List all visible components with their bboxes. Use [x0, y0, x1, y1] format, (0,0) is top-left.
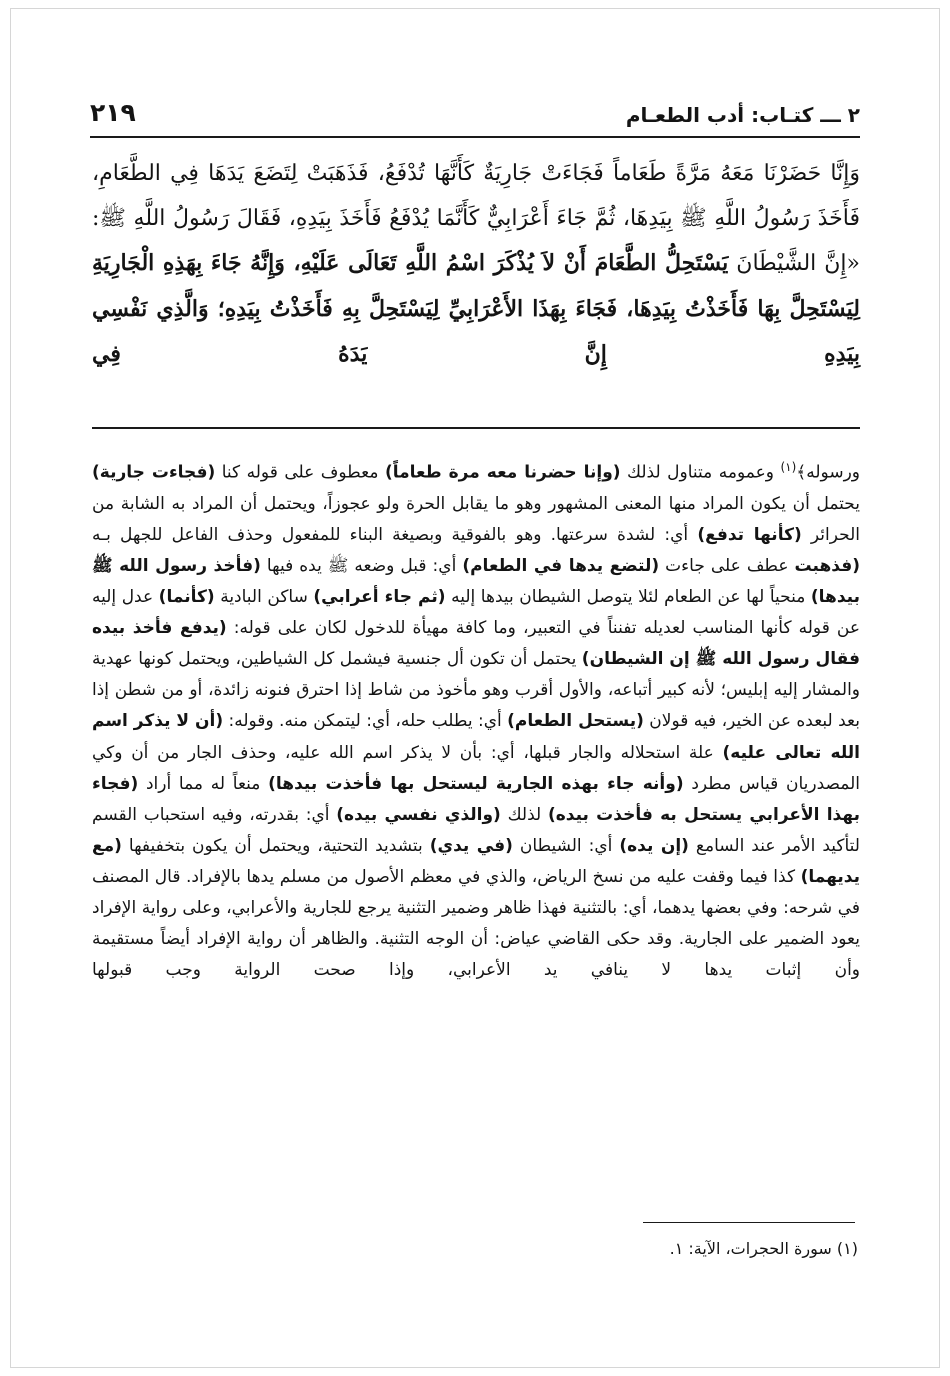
footnote: (١) سورة الحجرات، الآية: ١. — [669, 1239, 858, 1258]
hadith-text-normal: وَإِنَّا حَضَرْنَا مَعَهُ مَرَّةً طَعَاماً فَجَاءَتْ جَارِيَةٌ كَأَنَّهَا تُدْفَعُ، فَذَهَبَتْ لِتَضَعَ يَدَهَا فِي الطَّعَامِ، فَأَخَذَ رَسُولُ اللَّهِ ﷺ بِيَدِهَا، ثُمَّ جَاءَ أَعْرَابِيٌّ كَأَنَّمَا يُدْفَعُ فَأَخَذَ بِيَدِهِ، فَقَالَ رَسُولُ اللَّهِ ﷺ: «إِنَّ الشَّيْطَانَ — [92, 161, 860, 276]
commentary-text — [92, 452, 860, 986]
commentary-run: أي: لشدة سرعتها. وهو بالفوقية وبصيغة البناء للمفعول وحذف الفاعل للجهل بـه — [92, 524, 698, 545]
commentary-quote: (وأنه جاء بهذه الجارية ليستحل بها فأخذت بيدها) — [268, 773, 684, 794]
commentary-run: يحتمل أن تكون أل جنسية فيشمل كل الشياطين، ويحتمل كونها عهدية والمشار إليه إبليس؛ لأنه كبير أتباعه، والأول أقرب وهو مأخوذ من شاط إذا احترق فنونه زائدة، أو من شطن إذا بعد لبعده عن الخير، فيه قولان — [92, 649, 860, 732]
commentary-run: عطف على جاءت — [659, 555, 795, 576]
commentary-run: وعمومه متناول لذلك — [620, 462, 781, 483]
commentary-run: أي: الشيطان — [512, 835, 620, 856]
commentary-run: لذلك — [500, 804, 548, 825]
page-header — [90, 96, 860, 138]
commentary-quote: (فذهبت — [794, 555, 860, 576]
hadith-text — [92, 152, 860, 378]
commentary-quote: (أن لا يذكر اسم الله تعالى عليه) — [92, 711, 860, 763]
commentary-quote: (إن يده) — [619, 835, 689, 856]
commentary-run: عدل إليه عن قوله كأنها المناسب لعديله تفنناً في التعبير، وما كافة مهيأة للدخول لكان على قوله: — [92, 587, 860, 639]
commentary-run: يحتمل أن يكون المراد منها المعنى المشهور وهو ما يقابل الحرة ولو عجوزاً، ويحتمل أن المراد به الشابة من الحرائر — [92, 493, 860, 545]
commentary-quote: (لتضع يدها في الطعام) — [462, 555, 660, 576]
commentary-quote: (مع يديهما) — [92, 835, 860, 887]
commentary-quote: (فأخذ رسول الله ﷺ بيدها) — [92, 555, 860, 608]
commentary-run: ساكن البادية — [214, 587, 314, 608]
commentary-quote: (يستحل الطعام) — [507, 711, 644, 732]
commentary-quote: (يدفع فأخذ بيده فقال رسول الله ﷺ إن الشيطان) — [92, 618, 860, 670]
commentary-quote: (ثم جاء أعرابي) — [313, 587, 446, 608]
footnote-rule — [643, 1222, 855, 1223]
commentary-run: منعاً له مما أراد — [138, 773, 269, 794]
commentary-run: منحياً لها عن الطعام لئلا يتوصل الشيطان بيدها إليه — [445, 587, 811, 608]
commentary-run: بتشديد التحتية، ويحتمل أن يكون بتخفيفها — [121, 835, 430, 856]
commentary-run: أي: بقدرته، وفيه استحباب القسم لتأكيد الأمر عند السامع — [92, 804, 860, 856]
commentary-run: معطوف على قوله كنا — [215, 462, 385, 483]
commentary-quote: (فجاءت جارية) — [92, 462, 216, 483]
commentary-run: علة استحلاله والجار قبلها، أي: بأن لا يذكر اسم الله عليه، وحذف الجار من أن وكي المصدريان قياس مطرد — [92, 742, 860, 794]
commentary-quote: (كأنها تدفع) — [697, 524, 802, 545]
commentary-quote: (في يدي) — [429, 835, 513, 856]
commentary-quote: (فجاء بهذا الأعرابي يستحل به فأخذت بيده) — [92, 773, 860, 825]
commentary-quote: (كأنما) — [158, 587, 215, 608]
commentary-run: كذا فيما وقفت عليه من نسخ الرياض، والذي في معظم الأصول من مسلم يدها بالإفراد. قال المصنف في شرحه: وفي بعضها يدهما، أي: بالتثنية فهذا ظاهر وضمير التثنية يرجع للجارية والأعرابي، وعلى رواية الإفراد يعود الضمير على الجارية. وقد حكى القاضي عياض: أن الوجه التثنية. والظاهر أن رواية الإفراد أيضاً مستقيمة وأن إثبات يدها لا ينافي يد الأعرابي، وإذا صحت الرواية وجب قبولها — [92, 866, 860, 981]
footnote-marker: (١) — [780, 460, 797, 474]
hadith-text-bold: يَسْتَحِلُّ الطَّعَامَ أَنْ لاَ يُذْكَرَ اسْمُ اللَّهِ تَعَالَى عَلَيْهِ، وَإِنَّهُ جَاءَ بِهَذِهِ الْجَارِيَةِ لِيَسْتَحِلَّ بِهَا فَأَخَذْتُ بِيَدِهَا، فَجَاءَ بِهَذَا الأَعْرَابِيِّ لِيَسْتَحِلَّ بِهِ فَأَخَذْتُ بِيَدِهِ؛ وَالَّذِي نَفْسِي بِيَدِهِ إِنَّ يَدَهُ فِي — [92, 250, 860, 367]
commentary-quote: (وإنا حضرنا معه مرة طعاماً) — [384, 462, 621, 483]
commentary-quote: (والذي نفسي بيده) — [336, 804, 501, 825]
running-head: ٢ ـــ كتـاب: أدب الطعـام — [625, 103, 860, 127]
section-divider — [92, 427, 860, 429]
commentary-run: أي: يطلب حله، أي: ليتمكن منه. وقوله: — [223, 711, 508, 732]
commentary-run: ورسوله﴾ — [796, 462, 860, 483]
page-number: ٢١٩ — [90, 98, 136, 127]
commentary-run: أي: قبل وضعه ﷺ يده فيها — [260, 555, 463, 576]
